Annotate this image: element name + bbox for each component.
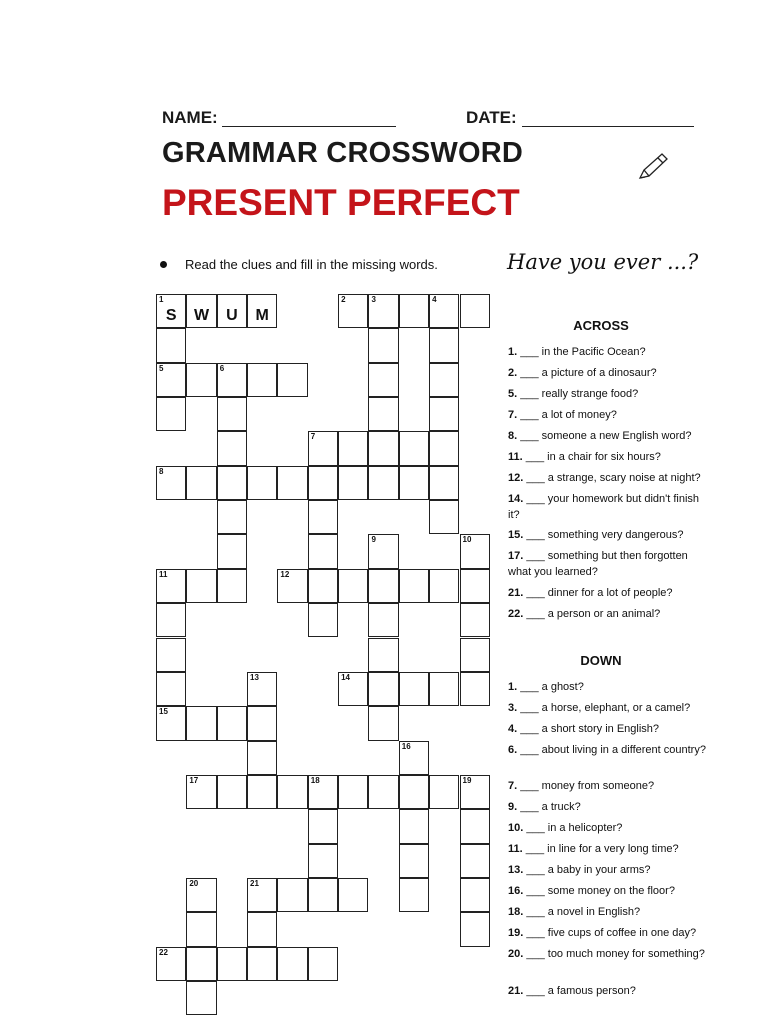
grid-cell[interactable] (460, 294, 490, 328)
grid-cell[interactable] (156, 603, 186, 637)
across-clue (508, 428, 708, 444)
down-clue (508, 820, 708, 836)
clue-number: 14 (341, 672, 350, 682)
clue-text: ___ a strange, scary noise at night? (523, 472, 701, 484)
across-clue (508, 407, 708, 423)
across-clue (508, 491, 708, 523)
clue-text: ___ in line for a very long time? (522, 843, 679, 855)
down-clue (508, 742, 708, 758)
down-title: DOWN (580, 653, 622, 668)
grid-cell[interactable] (277, 466, 307, 500)
clue-number: 8 (159, 466, 164, 476)
grid-cell[interactable] (308, 878, 338, 912)
clue-number: 18 (310, 775, 320, 785)
grid-cell[interactable] (308, 947, 338, 981)
clue-number-label: 11. (508, 451, 523, 463)
clue-number: 22 (159, 947, 168, 957)
grid-cell[interactable] (156, 638, 186, 672)
grid-cell[interactable] (429, 569, 459, 603)
grid-cell[interactable] (186, 706, 216, 740)
grid-cell[interactable] (277, 775, 307, 809)
clue-number: 17 (189, 775, 199, 785)
clue-number: 10 (462, 535, 472, 545)
clue-text: ___ really strange food? (517, 388, 639, 400)
clue-text: ___ a famous person? (523, 985, 636, 997)
page-subtitle: PRESENT PERFECT (162, 182, 520, 223)
grid-cell[interactable] (460, 569, 490, 603)
grid-cell[interactable] (429, 775, 459, 809)
down-clue (508, 841, 708, 857)
clue-number-label: 5. (508, 388, 518, 400)
grid-cell[interactable] (429, 466, 459, 500)
clue-number: 12 (280, 569, 290, 579)
grid-cell[interactable] (368, 569, 398, 603)
down-clue (508, 862, 708, 878)
clue-number-label: 9. (508, 801, 518, 813)
grid-cell[interactable] (217, 569, 247, 603)
clue-number: 4 (432, 295, 437, 304)
clue-text: ___ a ghost? (517, 681, 584, 693)
grid-cell[interactable] (399, 431, 429, 465)
grid-cell[interactable] (186, 466, 216, 500)
grid-cell[interactable] (338, 775, 368, 809)
down-clue (508, 946, 708, 962)
across-clue (508, 386, 708, 402)
across-clue (508, 470, 708, 486)
page-title: GRAMMAR CROSSWORD (162, 137, 524, 169)
grid-cell[interactable] (277, 363, 307, 397)
clue-number-label: 15. (508, 529, 524, 541)
grid-cell[interactable] (399, 809, 429, 843)
across-clue (508, 365, 708, 381)
grid-cell[interactable] (217, 706, 247, 740)
clue-number-label: 4. (508, 723, 518, 735)
clue-text: ___ too much money for something? (523, 948, 705, 960)
across-clue (508, 606, 708, 622)
grid-cell[interactable] (186, 569, 216, 603)
grid-cell[interactable] (338, 466, 368, 500)
grid-cell[interactable] (368, 706, 398, 740)
grid-cell[interactable] (460, 878, 490, 912)
grid-cell[interactable] (247, 363, 277, 397)
grid-cell[interactable] (186, 947, 216, 981)
grid-cell[interactable] (217, 397, 247, 431)
grid-cell[interactable] (186, 981, 216, 1015)
clue-number-label: 18. (508, 906, 524, 918)
clue-number: 7 (310, 432, 316, 442)
clue-number-label: 14. (508, 493, 524, 505)
clue-number-label: 17. (508, 550, 524, 562)
grid-cell[interactable] (460, 672, 490, 706)
across-clue (508, 548, 708, 580)
clue-text: ___ a lot of money? (517, 409, 617, 421)
grid-cell[interactable] (368, 363, 398, 397)
grid-cell[interactable] (217, 431, 247, 465)
grid-cell[interactable] (247, 466, 277, 500)
grid-cell[interactable] (277, 947, 307, 981)
question-heading: Have you ever ...? (507, 250, 699, 274)
grid-cell[interactable] (156, 672, 186, 706)
name-label: NAME: (162, 108, 218, 127)
clue-text: ___ your homework but didn't finish it? (508, 493, 700, 521)
clue-number-label: 7. (508, 409, 518, 421)
grid-cell[interactable] (368, 672, 398, 706)
down-clue (508, 679, 708, 695)
grid-cell[interactable] (247, 912, 277, 946)
grid-cell[interactable] (308, 844, 338, 878)
grid-cell[interactable] (399, 569, 429, 603)
grid-cell[interactable] (399, 844, 429, 878)
grid-cell[interactable] (460, 844, 490, 878)
grid-cell[interactable] (429, 672, 459, 706)
grid-cell[interactable] (308, 534, 338, 568)
clue-number-label: 10. (508, 822, 524, 834)
grid-cell[interactable] (217, 466, 247, 500)
down-clue (508, 721, 708, 737)
grid-cell[interactable] (156, 397, 186, 431)
clue-text: ___ a short story in English? (517, 723, 660, 735)
down-clue (508, 883, 708, 899)
grid-cell[interactable] (247, 706, 277, 740)
clue-number-label: 1. (508, 681, 518, 693)
clue-text: ___ something but then forgotten what you learned? (508, 550, 688, 578)
grid-cell[interactable] (368, 638, 398, 672)
date-label: DATE: (466, 108, 517, 127)
filled-letter: M (255, 307, 269, 324)
grid-cell[interactable] (156, 328, 186, 362)
down-clue (508, 700, 708, 716)
clue-text: ___ a person or an animal? (523, 608, 661, 620)
grid-cell[interactable] (399, 878, 429, 912)
clue-text: ___ a baby in your arms? (523, 864, 651, 876)
grid-cell[interactable] (186, 363, 216, 397)
clue-text: ___ some money on the floor? (523, 885, 675, 897)
clue-number-label: 8. (508, 430, 518, 442)
clue-number: 15 (159, 707, 168, 717)
down-clue (508, 904, 708, 920)
clue-number-label: 21. (508, 985, 524, 997)
grid-cell[interactable] (217, 775, 247, 809)
grid-cell[interactable] (217, 534, 247, 568)
clue-number: 3 (371, 295, 376, 304)
grid-cell[interactable] (338, 431, 368, 465)
clue-number: 20 (189, 878, 199, 888)
across-clue (508, 585, 708, 601)
grid-cell[interactable] (368, 431, 398, 465)
clue-text: ___ dinner for a lot of people? (523, 587, 673, 599)
clue-text: ___ in a helicopter? (523, 822, 623, 834)
filled-letter: U (226, 307, 238, 324)
grid-cell[interactable] (429, 431, 459, 465)
grid-cell[interactable] (399, 672, 429, 706)
clue-text: ___ someone a new English word? (517, 430, 692, 442)
clue-number: 2 (341, 295, 346, 304)
clue-text: ___ a picture of a dinosaur? (517, 367, 657, 379)
clue-text: ___ in a chair for six hours? (522, 451, 661, 463)
clue-number-label: 7. (508, 780, 518, 792)
clue-number-label: 6. (508, 744, 518, 756)
grid-cell[interactable] (399, 466, 429, 500)
grid-cell[interactable] (308, 569, 338, 603)
grid-cell[interactable] (217, 500, 247, 534)
grid-cell[interactable] (247, 775, 277, 809)
grid-cell[interactable] (368, 466, 398, 500)
filled-letter: S (165, 307, 177, 324)
clue-number: 5 (159, 363, 164, 373)
clue-text: ___ five cups of coffee in one day? (523, 927, 697, 939)
clue-text: ___ a horse, elephant, or a camel? (517, 702, 691, 714)
grid-cell[interactable] (368, 397, 398, 431)
clue-number-label: 22. (508, 608, 524, 620)
clue-number-label: 3. (508, 702, 518, 714)
grid-cell[interactable] (399, 294, 429, 328)
clue-number-label: 13. (508, 864, 524, 876)
grid-cell[interactable] (460, 912, 490, 946)
grid-cell[interactable] (399, 775, 429, 809)
down-clue (508, 778, 708, 794)
grid-cell[interactable] (308, 809, 338, 843)
filled-letter: W (193, 307, 210, 324)
clue-text: ___ a novel in English? (523, 906, 641, 918)
grid-cell[interactable] (368, 603, 398, 637)
grid-cell[interactable] (429, 328, 459, 362)
clue-text: ___ something very dangerous? (523, 529, 684, 541)
grid-cell[interactable] (338, 878, 368, 912)
clue-number: 16 (401, 741, 411, 751)
clue-text: ___ money from someone? (517, 780, 655, 792)
grid-cell[interactable] (308, 500, 338, 534)
clue-number-label: 12. (508, 472, 524, 484)
clue-number: 6 (219, 363, 225, 373)
grid-cell[interactable] (429, 363, 459, 397)
grid-cell[interactable] (186, 912, 216, 946)
clue-text: ___ a truck? (517, 801, 581, 813)
down-clue (508, 925, 708, 941)
clue-number-label: 1. (508, 346, 518, 358)
down-clue (508, 983, 708, 999)
grid-cell[interactable] (308, 466, 338, 500)
grid-cell[interactable] (368, 775, 398, 809)
clue-number-label: 2. (508, 367, 518, 379)
clue-text: ___ in the Pacific Ocean? (517, 346, 646, 358)
clue-number-label: 11. (508, 843, 523, 855)
instruction-text: Read the clues and fill in the missing words. (185, 257, 438, 272)
clue-number: 21 (250, 878, 259, 888)
clue-number-label: 19. (508, 927, 524, 939)
grid-cell[interactable] (217, 947, 247, 981)
grid-cell[interactable] (368, 328, 398, 362)
across-title: ACROSS (573, 318, 629, 333)
across-clue (508, 449, 708, 465)
clue-text: ___ about living in a different country? (517, 744, 706, 756)
grid-cell[interactable] (429, 500, 459, 534)
grid-cell[interactable] (277, 878, 307, 912)
grid-cell[interactable] (308, 603, 338, 637)
clue-number: 1 (159, 295, 164, 304)
across-clue (508, 527, 708, 543)
clue-number-label: 16. (508, 885, 524, 897)
grid-cell[interactable] (460, 809, 490, 843)
grid-cell[interactable] (338, 569, 368, 603)
clue-number: 9 (371, 535, 376, 545)
down-clue (508, 799, 708, 815)
clue-number: 19 (462, 775, 472, 785)
clue-number: 11 (159, 569, 168, 579)
grid-cell[interactable] (429, 397, 459, 431)
clue-number-label: 20. (508, 948, 524, 960)
across-clue (508, 344, 708, 360)
grid-cell[interactable] (247, 947, 277, 981)
grid-cell[interactable] (460, 638, 490, 672)
grid-cell[interactable] (247, 741, 277, 775)
clue-number: 13 (250, 672, 259, 682)
clue-number-label: 21. (508, 587, 524, 599)
grid-cell[interactable] (460, 603, 490, 637)
